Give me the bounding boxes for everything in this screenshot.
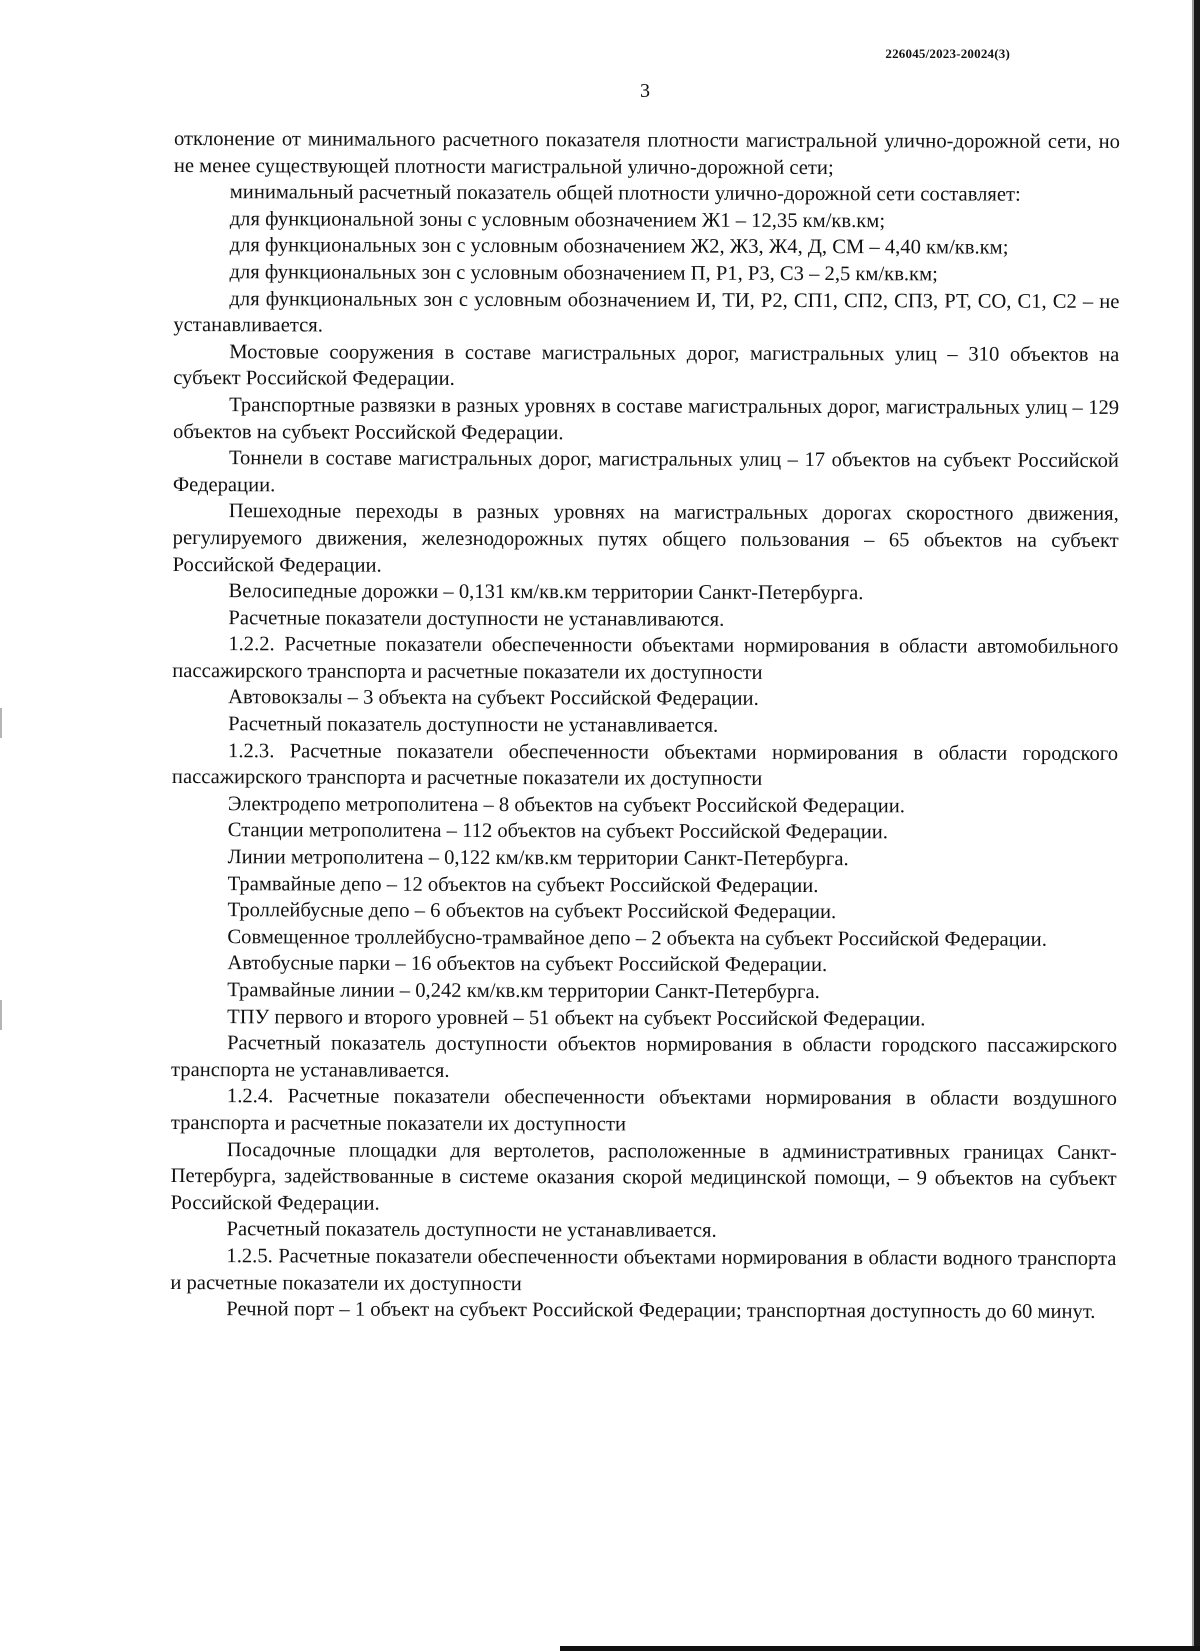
section-heading: 1.2.4. Расчетные показатели обеспеченности объектами нормирования в области воздушного транспорта и расчетные показатели их доступности [170, 1085, 1117, 1136]
paragraph: Расчетный показатель доступности объектов нормирования в области городского пассажирского транспорта не устанавливается. [171, 1032, 1118, 1082]
section-heading: 1.2.2. Расчетные показатели обеспеченности объектами нормирования в области автомобильного пассажирского транспорта и расчетные показатели их доступности [172, 633, 1119, 684]
paragraph: Велосипедные дорожки – 0,131 км/кв.км территории Санкт-Петербурга. [228, 580, 864, 605]
section-heading: 1.2.5. Расчетные показатели обеспеченности объектами нормирования в области водного транспорта и расчетные показатели их доступности [170, 1245, 1117, 1295]
paragraph: Трамвайные депо – 12 объектов на субъект Российской Федерации. [227, 872, 819, 897]
scan-edge [1194, 0, 1200, 1651]
paragraph: Станции метрополитена – 112 объектов на субъект Российской Федерации. [227, 819, 889, 844]
paragraph: Речной порт – 1 объект на субъект Российской Федерации; транспортная доступность до 60 минут. [226, 1298, 1096, 1324]
paragraph: Расчетный показатель доступности не устанавливается. [226, 1218, 717, 1243]
paragraph: Троллейбусные депо – 6 объектов на субъект Российской Федерации. [227, 899, 837, 924]
paragraph: Мостовые сооружения в составе магистральных дорог, магистральных улиц – 310 объектов на субъект Российской Федерации. [173, 340, 1120, 391]
scan-bottom-edge [560, 1646, 1200, 1651]
scan-artifact [0, 708, 2, 738]
paragraph: Пешеходные переходы в разных уровнях на магистральных дорогах скоростного движения, регулируемого движения, железнодорожных путях общего пользования – 65 объектов на субъект Российской Федерации. [172, 500, 1119, 577]
paragraph: Совмещенное троллейбусно-трамвайное депо – 2 объекта на субъект Российской Федерации. [227, 925, 1047, 951]
paragraph: ТПУ первого и второго уровней – 51 объект на субъект Российской Федерации. [227, 1005, 926, 1030]
paragraph: Тоннели в составе магистральных дорог, магистральных улиц – 17 объектов на субъект Российской Федерации. [172, 447, 1119, 497]
paragraph: Транспортные развязки в разных уровнях в составе магистральных дорог, магистральных улиц – 129 объектов на субъект Российской Федерации. [173, 394, 1120, 444]
paragraph: отклонение от минимального расчетного показателя плотности магистральной улично-дорожной сети, но не менее существующей плотности магистральной улично-дорожной сети; [173, 127, 1120, 179]
document-body [170, 126, 1120, 1326]
paragraph: Автобусные парки – 16 объектов на субъект Российской Федерации. [227, 952, 828, 977]
paragraph: для функциональных зон с условным обозначением П, Р1, Р3, С3 – 2,5 км/кв.км; [229, 261, 938, 286]
paragraph: для функциональных зон с условным обозначением И, ТИ, Р2, СП1, СП2, СП3, РТ, СО, С1, С2 – не устанавливается. [173, 287, 1120, 337]
scan-artifact [0, 1000, 2, 1030]
paragraph: Посадочные площадки для вертолетов, расположенные в административных границах Санкт-Петербурга, задействованные в системе оказания скорой медицинской помощи, – 9 объектов на субъект Российской Федерации. [170, 1138, 1117, 1215]
paragraph: Автовокзалы – 3 объекта на субъект Российской Федерации. [228, 686, 759, 711]
paragraph: для функциональных зон с условным обозначением Ж2, Ж3, Ж4, Д, СМ – 4,40 км/кв.км; [229, 234, 1009, 259]
section-heading: 1.2.3. Расчетные показатели обеспеченности объектами нормирования в области городского пассажирского транспорта и расчетные показатели их доступности [171, 739, 1119, 791]
document-number: 226045/2023-20024(3) [885, 46, 1010, 61]
paragraph: Трамвайные линии – 0,242 км/кв.км территории Санкт-Петербурга. [227, 979, 820, 1004]
paragraph: для функциональной зоны с условным обозначением Ж1 – 12,35 км/кв.км; [229, 207, 886, 233]
paragraph: Линии метрополитена – 0,122 км/кв.км территории Санкт-Петербурга. [227, 846, 849, 871]
page-number: 3 [640, 80, 650, 102]
paragraph: Расчетный показатель доступности не устанавливается. [228, 713, 719, 737]
paragraph: Электродепо метрополитена – 8 объектов на субъект Российской Федерации. [227, 793, 905, 818]
paragraph: минимальный расчетный показатель общей плотности улично-дорожной сети составляет: [229, 181, 1021, 206]
paragraph: Расчетные показатели доступности не устанавливаются. [228, 606, 725, 631]
